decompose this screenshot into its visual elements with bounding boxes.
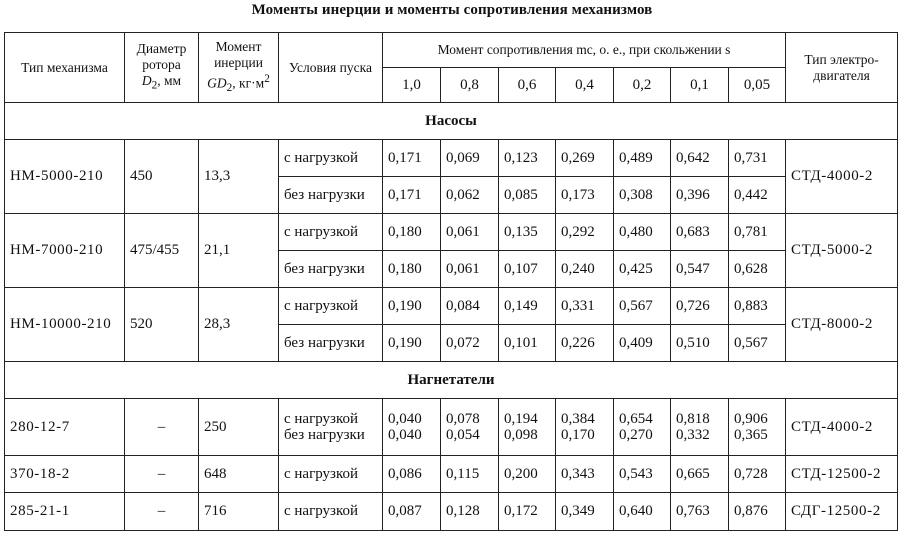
resistance-value: 0,510 bbox=[671, 325, 729, 362]
header-inertia: Момент инерции $GD_2$, $кг\cdot м^2$ bbox=[199, 33, 279, 103]
resistance-value: 0,349 bbox=[556, 493, 614, 531]
start-condition: с нагрузкой bbox=[279, 288, 383, 325]
resistance-value: 0,654 0,270 bbox=[614, 399, 671, 456]
motor-type: СТД-12500-2 bbox=[786, 456, 898, 493]
mechanism-type: НМ-5000-210 bbox=[5, 140, 125, 214]
resistance-value: 0,072 bbox=[441, 325, 499, 362]
table-row bbox=[5, 456, 898, 493]
motor-type: СТД-5000-2 bbox=[786, 214, 898, 288]
resistance-value: 0,078 0,054 bbox=[441, 399, 499, 456]
resistance-value: 0,480 bbox=[614, 214, 671, 251]
resistance-value: 0,087 bbox=[383, 493, 441, 531]
resistance-value: 0,180 bbox=[383, 251, 441, 288]
start-condition: с нагрузкой bbox=[279, 456, 383, 493]
resistance-value: 0,149 bbox=[499, 288, 556, 325]
inertia-value: 250 bbox=[199, 399, 279, 456]
resistance-value: 0,628 bbox=[729, 251, 786, 288]
header-slip: 0,1 bbox=[671, 68, 729, 103]
start-condition: без нагрузки bbox=[279, 177, 383, 214]
resistance-value: 0,172 bbox=[499, 493, 556, 531]
start-condition: без нагрузки bbox=[279, 251, 383, 288]
inertia-value: 21,1 bbox=[199, 214, 279, 288]
resistance-value: 0,135 bbox=[499, 214, 556, 251]
resistance-value: 0,442 bbox=[729, 177, 786, 214]
resistance-value: 0,906 0,365 bbox=[729, 399, 786, 456]
resistance-value: 0,489 bbox=[614, 140, 671, 177]
resistance-value: 0,190 bbox=[383, 288, 441, 325]
resistance-value: 0,331 bbox=[556, 288, 614, 325]
start-condition: с нагрузкой bbox=[279, 140, 383, 177]
resistance-value: 0,085 bbox=[499, 177, 556, 214]
resistance-value: 0,726 bbox=[671, 288, 729, 325]
mechanism-type: 285-21-1 bbox=[5, 493, 125, 531]
resistance-value: 0,343 bbox=[556, 456, 614, 493]
resistance-value: 0,040 0,040 bbox=[383, 399, 441, 456]
motor-type: СДГ-12500-2 bbox=[786, 493, 898, 531]
start-condition: с нагрузкой bbox=[279, 493, 383, 531]
resistance-value: 0,642 bbox=[671, 140, 729, 177]
resistance-value: 0,086 bbox=[383, 456, 441, 493]
resistance-value: 0,665 bbox=[671, 456, 729, 493]
resistance-value: 0,543 bbox=[614, 456, 671, 493]
resistance-value: 0,547 bbox=[671, 251, 729, 288]
table-row bbox=[5, 214, 898, 251]
resistance-value: 0,240 bbox=[556, 251, 614, 288]
resistance-value: 0,061 bbox=[441, 251, 499, 288]
resistance-value: 0,061 bbox=[441, 214, 499, 251]
inertia-value: 648 bbox=[199, 456, 279, 493]
header-type: Тип механизма bbox=[5, 33, 125, 103]
resistance-value: 0,107 bbox=[499, 251, 556, 288]
resistance-value: 0,173 bbox=[556, 177, 614, 214]
mechanism-type: НМ-10000-210 bbox=[5, 288, 125, 362]
resistance-value: 0,876 bbox=[729, 493, 786, 531]
motor-type: СТД-4000-2 bbox=[786, 399, 898, 456]
motor-type: СТД-8000-2 bbox=[786, 288, 898, 362]
inertia-table bbox=[4, 32, 898, 531]
mechanism-type: 280-12-7 bbox=[5, 399, 125, 456]
section-title-blowers: Нагнетатели bbox=[5, 362, 898, 399]
resistance-value: 0,683 bbox=[671, 214, 729, 251]
resistance-value: 0,396 bbox=[671, 177, 729, 214]
resistance-value: 0,171 bbox=[383, 140, 441, 177]
resistance-value: 0,062 bbox=[441, 177, 499, 214]
resistance-value: 0,425 bbox=[614, 251, 671, 288]
mechanism-type: НМ-7000-210 bbox=[5, 214, 125, 288]
resistance-value: 0,567 bbox=[614, 288, 671, 325]
resistance-value: 0,226 bbox=[556, 325, 614, 362]
resistance-value: 0,069 bbox=[441, 140, 499, 177]
resistance-value: 0,640 bbox=[614, 493, 671, 531]
inertia-value: 28,3 bbox=[199, 288, 279, 362]
inertia-value: 13,3 bbox=[199, 140, 279, 214]
mechanism-type: 370-18-2 bbox=[5, 456, 125, 493]
rotor-diameter: 450 bbox=[125, 140, 199, 214]
resistance-value: 0,101 bbox=[499, 325, 556, 362]
resistance-value: 0,200 bbox=[499, 456, 556, 493]
header-diameter: Диаметр ротора $D_2$, мм bbox=[125, 33, 199, 103]
start-condition: с нагрузкой bbox=[279, 214, 383, 251]
header-conditions: Условия пуска bbox=[279, 33, 383, 103]
resistance-value: 0,171 bbox=[383, 177, 441, 214]
resistance-value: 0,194 0,098 bbox=[499, 399, 556, 456]
resistance-value: 0,781 bbox=[729, 214, 786, 251]
resistance-value: 0,308 bbox=[614, 177, 671, 214]
start-condition: с нагрузкой без нагрузки bbox=[279, 399, 383, 456]
resistance-value: 0,731 bbox=[729, 140, 786, 177]
header-motor: Тип электро- двигателя bbox=[786, 33, 898, 103]
resistance-value: 0,269 bbox=[556, 140, 614, 177]
resistance-value: 0,409 bbox=[614, 325, 671, 362]
motor-type: СТД-4000-2 bbox=[786, 140, 898, 214]
header-slip: 0,05 bbox=[729, 68, 786, 103]
header-slip: 0,2 bbox=[614, 68, 671, 103]
rotor-diameter: 475/455 bbox=[125, 214, 199, 288]
resistance-value: 0,567 bbox=[729, 325, 786, 362]
resistance-value: 0,728 bbox=[729, 456, 786, 493]
header-slip: 0,6 bbox=[499, 68, 556, 103]
table-row bbox=[5, 399, 898, 456]
resistance-value: 0,115 bbox=[441, 456, 499, 493]
table-row bbox=[5, 140, 898, 177]
resistance-value: 0,883 bbox=[729, 288, 786, 325]
header-slip: 0,8 bbox=[441, 68, 499, 103]
rotor-diameter: – bbox=[125, 493, 199, 531]
table-row bbox=[5, 288, 898, 325]
header-slip: 1,0 bbox=[383, 68, 441, 103]
resistance-value: 0,190 bbox=[383, 325, 441, 362]
table-title: Моменты инерции и моменты сопротивления механизмов bbox=[251, 2, 653, 18]
inertia-value: 716 bbox=[199, 493, 279, 531]
resistance-value: 0,763 bbox=[671, 493, 729, 531]
rotor-diameter: – bbox=[125, 399, 199, 456]
start-condition: без нагрузки bbox=[279, 325, 383, 362]
rotor-diameter: – bbox=[125, 456, 199, 493]
section-title-pumps: Насосы bbox=[5, 103, 898, 140]
rotor-diameter: 520 bbox=[125, 288, 199, 362]
resistance-value: 0,292 bbox=[556, 214, 614, 251]
resistance-value: 0,818 0,332 bbox=[671, 399, 729, 456]
resistance-value: 0,180 bbox=[383, 214, 441, 251]
resistance-value: 0,084 bbox=[441, 288, 499, 325]
header-resistance: Момент сопротивления mc, о. е., при скольжении s bbox=[383, 33, 786, 68]
resistance-value: 0,128 bbox=[441, 493, 499, 531]
resistance-value: 0,123 bbox=[499, 140, 556, 177]
header-slip: 0,4 bbox=[556, 68, 614, 103]
table-row bbox=[5, 493, 898, 531]
resistance-value: 0,384 0,170 bbox=[556, 399, 614, 456]
